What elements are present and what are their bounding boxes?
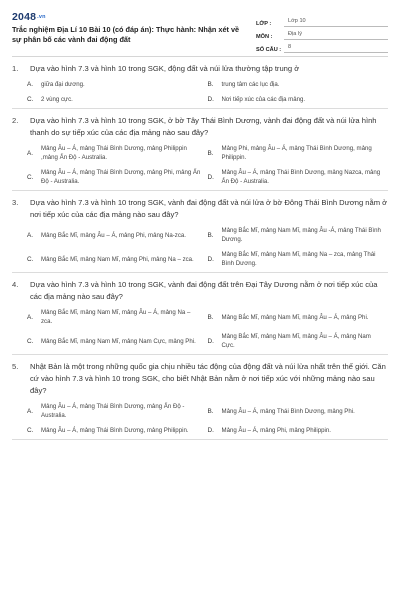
answer-option-d[interactable] — [208, 250, 389, 268]
question-5 — [12, 355, 388, 440]
option-letter: D. — [207, 337, 214, 345]
answer-option-a[interactable] — [27, 144, 208, 162]
question-text: Dựa vào hình 7.3 và hình 10 trong SGK, vành đai động đất trên Đại Tây Dương nằm ở nơi tiếp xúc của các địa mảng nào sau đây? — [30, 280, 378, 301]
question-1 — [12, 57, 388, 109]
question-number: 2. — [12, 116, 19, 125]
option-letter: C. — [27, 337, 34, 345]
option-text: Mảng Phi, mảng Âu – Á, mảng Thái Bình Dương, mảng Philippin. — [221, 145, 372, 161]
answer-option-c[interactable] — [27, 426, 208, 435]
answer-option-a[interactable] — [27, 226, 208, 244]
question-stem — [12, 197, 388, 221]
option-letter: A. — [27, 231, 34, 239]
option-text: Mảng Âu – Á, mảng Thái Bình Dương, mảng Ấn Độ - Australia. — [41, 403, 185, 419]
option-letter: D. — [207, 173, 214, 181]
meta-row-count — [256, 40, 388, 53]
question-list — [12, 57, 388, 440]
answer-option-b[interactable] — [208, 402, 389, 420]
meta-panel — [256, 11, 388, 56]
option-letter: B. — [207, 313, 214, 321]
meta-value: Lớp 10 — [284, 17, 388, 27]
logo-text: 2048 — [12, 11, 37, 23]
meta-row-class — [256, 14, 388, 27]
option-letter: B. — [207, 231, 214, 239]
option-text: 2 vùng cực. — [41, 96, 73, 103]
option-text: Mảng Bắc Mĩ, mảng Âu – Á, mảng Phi, mảng Na-zca. — [41, 231, 186, 239]
option-text: Mảng Âu – Á, mảng Thái Bình Dương, mảng Philippin ,mảng Ấn Độ - Australia. — [41, 145, 187, 161]
logo-suffix: .vn — [37, 14, 46, 20]
answer-option-d[interactable] — [208, 426, 389, 435]
option-text: Mảng Bắc Mĩ, mảng Nam Mĩ, mảng Phi, mảng Na – zca. — [41, 255, 194, 263]
option-letter: C. — [27, 96, 34, 103]
option-text: giữa đại dương. — [41, 81, 85, 88]
meta-key: MÔN : — [256, 34, 273, 40]
option-letter: B. — [207, 149, 214, 157]
option-letter: C. — [27, 255, 34, 263]
option-text: Mảng Bắc Mĩ, mảng Nam Mĩ, mảng Nam Cực, mảng Phi. — [41, 337, 196, 345]
meta-value: 8 — [284, 43, 388, 53]
meta-row-subject — [256, 27, 388, 40]
question-2 — [12, 109, 388, 191]
question-4 — [12, 273, 388, 355]
answer-option-a[interactable] — [27, 308, 208, 326]
option-letter: D. — [207, 96, 214, 103]
option-text: Mảng Âu – Á, mảng Thái Bình Dương, mảng Nazca, mảng Ấn Độ - Australia. — [221, 169, 381, 185]
option-letter: D. — [207, 255, 214, 263]
option-text: Mảng Bắc Mĩ, mảng Nam Mĩ, mảng Âu -Á, mảng Thái Bình Dương. — [221, 227, 381, 243]
answer-option-b[interactable] — [208, 80, 389, 89]
option-letter: A. — [27, 407, 34, 415]
answer-option-c[interactable] — [27, 168, 208, 186]
question-text: Dựa vào hình 7.3 và hình 10 trong SGK, động đất và núi lửa thường tập trung ở — [30, 64, 300, 73]
answer-option-a[interactable] — [27, 402, 208, 420]
option-text: Mảng Bắc Mĩ, mảng Nam Mĩ, mảng Âu – Á, mảng Phi. — [221, 313, 369, 321]
question-number: 1. — [12, 64, 19, 73]
question-stem — [12, 115, 388, 139]
option-text: Mảng Âu – Á, mảng Thái Bình Dương, mảng Phi, mảng Ấn Độ - Australia. — [41, 169, 201, 185]
answer-option-b[interactable] — [208, 226, 389, 244]
question-3 — [12, 191, 388, 273]
answer-options — [27, 80, 388, 104]
site-logo[interactable] — [12, 11, 244, 23]
option-text: Mảng Bắc Mĩ, mảng Nam Mĩ, mảng Âu – Á, mảng Na – zca. — [41, 309, 191, 325]
answer-option-b[interactable] — [208, 308, 389, 326]
question-stem — [12, 279, 388, 303]
option-text: Mảng Âu – Á, mảng Thái Bình Dương, mảng Philippin. — [41, 427, 189, 434]
meta-key: LỚP : — [256, 21, 272, 27]
option-text: Mảng Âu – Á, mảng Phi, mảng Philippin. — [221, 427, 331, 434]
answer-options — [27, 144, 388, 186]
question-number: 5. — [12, 362, 19, 371]
option-letter: B. — [207, 81, 214, 88]
option-letter: A. — [27, 81, 34, 88]
option-letter: C. — [27, 427, 34, 434]
question-number: 4. — [12, 280, 19, 289]
question-stem — [12, 361, 388, 397]
option-letter: A. — [27, 313, 34, 321]
meta-key: SỐ CÂU : — [256, 47, 282, 53]
answer-option-a[interactable] — [27, 80, 208, 89]
option-text: Mảng Bắc Mĩ, mảng Nam Mĩ, mảng Na – zca, mảng Thái Bình Dương. — [221, 251, 376, 267]
option-letter: D. — [207, 427, 214, 434]
answer-option-c[interactable] — [27, 250, 208, 268]
question-text: Dựa vào hình 7.3 và hình 10 trong SGK, vành đai động đất và núi lửa ở bờ Đông Thái Bình Dương nằm ở nơi tiếp xúc của các địa mảng nào sau đây? — [30, 198, 388, 219]
answer-options — [27, 226, 388, 268]
option-text: Nơi tiếp xúc của các địa mảng. — [221, 96, 306, 103]
question-number: 3. — [12, 198, 19, 207]
answer-option-b[interactable] — [208, 144, 389, 162]
answer-option-c[interactable] — [27, 332, 208, 350]
question-text: Dựa vào hình 7.3 và hình 10 trong SGK, ở bờ Tây Thái Bình Dương, vành đai động đất và núi lửa hình thanh do sự tiếp xúc của các địa mảng nào sau đây? — [30, 116, 377, 137]
question-text: Nhật Bản là một trong những quốc gia chịu nhiều tác động của động đất và núi lửa nhất trên thế giới. Căn cứ vào hình 7.3 và hình 10 trong SGK, cho biết Nhật Bản nằm ở nơi tiếp xúc với những mảng nào sau đây? — [30, 362, 386, 395]
meta-value: Địa lý — [284, 30, 388, 40]
page-header — [12, 0, 388, 56]
answer-option-d[interactable] — [208, 95, 389, 104]
page-title: Trắc nghiệm Địa Lí 10 Bài 10 (có đáp án): Thực hành: Nhận xét về sự phân bố các vành đai động đất — [12, 25, 240, 44]
question-stem — [12, 63, 388, 75]
answer-options — [27, 308, 388, 350]
answer-option-d[interactable] — [208, 168, 389, 186]
option-letter: B. — [207, 407, 214, 415]
answer-option-c[interactable] — [27, 95, 208, 104]
option-letter: C. — [27, 173, 34, 181]
option-text: Mảng Âu – Á, mảng Thái Bình Dương, mảng Phi. — [221, 407, 355, 415]
option-letter: A. — [27, 149, 34, 157]
answer-option-d[interactable] — [208, 332, 389, 350]
option-text: Mảng Bắc Mĩ, mảng Nam Mĩ, mảng Âu – Á, mảng Nam Cực. — [221, 333, 371, 349]
answer-options — [27, 402, 388, 435]
header-left — [12, 11, 244, 56]
option-text: trung tâm các lục địa. — [221, 81, 280, 88]
